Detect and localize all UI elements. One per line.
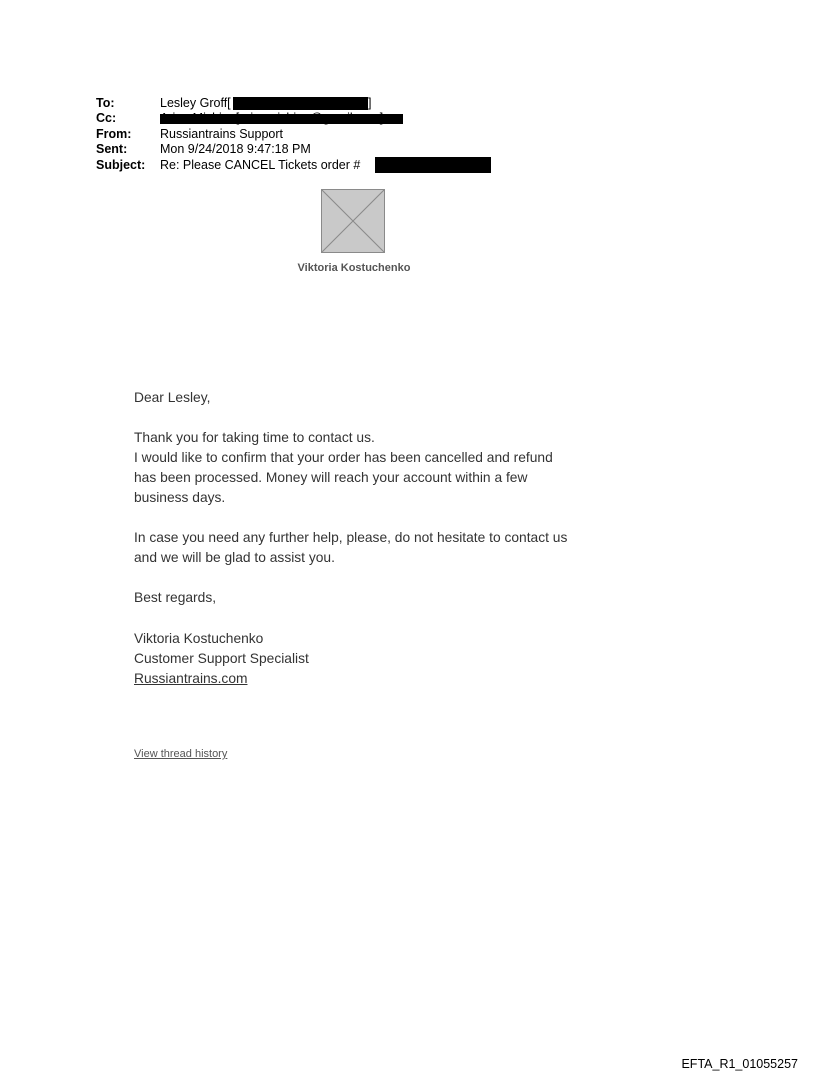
from-value: Russiantrains Support xyxy=(160,127,283,141)
greeting: Dear Lesley, xyxy=(134,390,211,405)
to-close: ] xyxy=(368,96,372,110)
from-label: From: xyxy=(96,127,132,141)
to-label: To: xyxy=(96,96,115,110)
body-line: business days. xyxy=(134,490,226,505)
closing: Best regards, xyxy=(134,590,217,605)
signature-name: Viktoria Kostuchenko xyxy=(134,631,264,646)
body-line: has been processed. Money will reach your account within a few xyxy=(134,470,528,485)
signature-website-link[interactable]: Russiantrains.com xyxy=(134,671,248,686)
redaction-bar xyxy=(375,157,491,173)
body-line: In case you need any further help, please, do not hesitate to contact us xyxy=(134,530,568,545)
sent-label: Sent: xyxy=(96,142,128,156)
document-id: EFTA_R1_01055257 xyxy=(681,1057,798,1071)
body-line: I would like to confirm that your order has been cancelled and refund xyxy=(134,450,553,465)
body-line: Thank you for taking time to contact us. xyxy=(134,430,375,445)
signature-title: Customer Support Specialist xyxy=(134,651,309,666)
to-value: Lesley Groff[ xyxy=(160,96,231,110)
sender-name: Viktoria Kostuchenko xyxy=(297,262,411,274)
sent-value: Mon 9/24/2018 9:47:18 PM xyxy=(160,142,311,156)
body-line: and we will be glad to assist you. xyxy=(134,550,335,565)
cc-label: Cc: xyxy=(96,111,117,125)
view-thread-history-link[interactable]: View thread history xyxy=(134,748,228,760)
subject-label: Subject: xyxy=(96,158,146,172)
redaction-bar xyxy=(160,114,403,124)
broken-image-placeholder-icon xyxy=(321,189,385,253)
redaction-bar xyxy=(233,97,368,110)
subject-value: Re: Please CANCEL Tickets order # xyxy=(160,158,361,172)
